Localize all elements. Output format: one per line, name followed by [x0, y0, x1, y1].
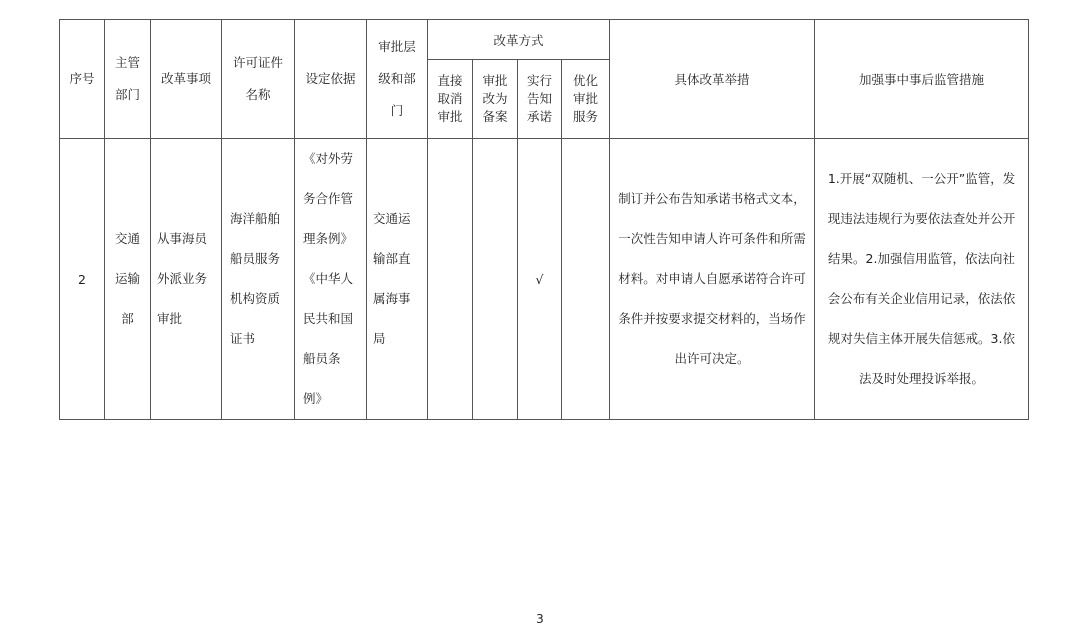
header-method-cancel: 直接取消审批 — [428, 60, 473, 139]
header-dept: 主管部门 — [105, 20, 151, 139]
header-level: 审批层级和部门 — [367, 20, 428, 139]
cell-method-commit: √ — [518, 139, 562, 420]
cell-level: 交通运输部直属海事局 — [367, 139, 428, 420]
cell-item: 从事海员外派业务审批 — [151, 139, 222, 420]
cell-method-cancel — [428, 139, 473, 420]
header-seq: 序号 — [60, 20, 105, 139]
page-number: 3 — [536, 612, 544, 626]
header-license: 许可证件名称 — [222, 20, 295, 139]
reform-table — [59, 19, 1029, 420]
cell-basis: 《对外劳务合作管理条例》《中华人民共和国船员条例》 — [295, 139, 367, 420]
header-measures: 具体改革举措 — [610, 20, 815, 139]
cell-method-optimize — [562, 139, 610, 420]
header-method-record: 审批改为备案 — [473, 60, 518, 139]
cell-supervision: 1.开展“双随机、一公开”监管，发现违法违规行为要依法查处并公开结果。2.加强信用监管，依法向社会公布有关企业信用记录，依法依规对失信主体开展失信惩戒。3.依法及时处理投诉举报。 — [815, 139, 1029, 420]
cell-seq: 2 — [60, 139, 105, 420]
header-method-commit: 实行告知承诺 — [518, 60, 562, 139]
header-basis: 设定依据 — [295, 20, 367, 139]
header-supervision: 加强事中事后监管措施 — [815, 20, 1029, 139]
cell-license: 海洋船舶船员服务机构资质证书 — [222, 139, 295, 420]
cell-method-record — [473, 139, 518, 420]
header-method: 改革方式 — [428, 20, 610, 60]
cell-measures: 制订并公布告知承诺书格式文本，一次性告知申请人许可条件和所需材料。对申请人自愿承诺符合许可条件并按要求提交材料的，当场作出许可决定。 — [610, 139, 815, 420]
header-item: 改革事项 — [151, 20, 222, 139]
cell-dept: 交通运输部 — [105, 139, 151, 420]
table-row — [60, 139, 1029, 420]
header-method-optimize: 优化审批服务 — [562, 60, 610, 139]
